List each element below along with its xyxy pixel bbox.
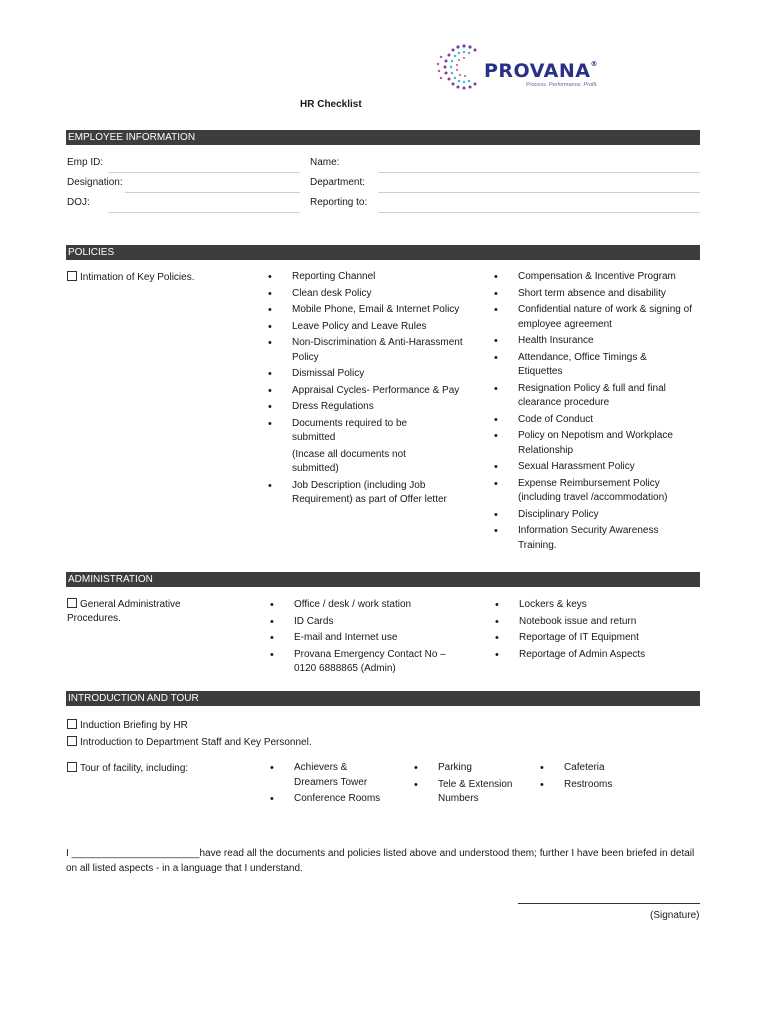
list-item: • Cafeteria	[540, 761, 660, 776]
list-item: • Documents required to be submitted	[268, 417, 412, 446]
list-item: • Dismissal Policy	[268, 367, 468, 382]
list-item: • ID Cards	[270, 615, 460, 630]
department-label: Department:	[310, 177, 366, 188]
list-item: • Parking	[414, 761, 534, 776]
policies-list-2	[494, 270, 700, 555]
section-header-administration: ADMINISTRATION	[66, 572, 700, 587]
list-item: • Clean desk Policy	[268, 287, 468, 302]
reporting-to-label: Reporting to:	[310, 197, 368, 208]
signature-label: (Signature)	[650, 910, 700, 921]
tour-list-3	[540, 761, 660, 794]
administration-checkbox-row[interactable]: General Administrative Procedures.	[67, 599, 181, 624]
section-header-policies: POLICIES	[66, 245, 700, 260]
policies-checkbox-row[interactable]: Intimation of Key Policies.	[67, 271, 195, 283]
list-item: • Sexual Harassment Policy	[494, 460, 700, 475]
list-item: • Appraisal Cycles- Performance & Pay	[268, 384, 468, 399]
list-item: • E-mail and Internet use	[270, 631, 460, 646]
list-item: • Dress Regulations	[268, 400, 468, 415]
list-item: • Policy on Nepotism and Workplace Relationship	[494, 429, 700, 458]
list-item: • Restrooms	[540, 778, 660, 793]
declaration-text: I _______________________have read all the documents and policies listed above and understood them; further I have been briefed in detail on all listed aspects - in a language that I understand.	[66, 848, 695, 874]
list-item: • Attendance, Office Timings & Etiquettes	[494, 351, 668, 380]
list-item: • Compensation & Incentive Program	[494, 270, 700, 285]
doj-label: DOJ:	[67, 197, 90, 208]
page-title: HR Checklist	[300, 99, 362, 110]
name-field[interactable]	[378, 172, 700, 173]
tour-list-1	[270, 761, 400, 809]
administration-list-1	[270, 598, 460, 679]
emp-id-field[interactable]	[108, 172, 300, 173]
emp-id-label: Emp ID:	[67, 157, 104, 168]
induction-checkbox-row[interactable]: Induction Briefing by HR	[67, 719, 188, 731]
checkbox-icon[interactable]	[67, 271, 77, 281]
list-item: • Leave Policy and Leave Rules	[268, 320, 468, 335]
list-item: • Confidential nature of work & signing of employee agreement	[494, 303, 700, 332]
list-item: • Short term absence and disability	[494, 287, 700, 302]
tour-list-2	[414, 761, 534, 809]
list-item: • Disciplinary Policy	[494, 508, 700, 523]
list-item: • Mobile Phone, Email & Internet Policy	[268, 303, 468, 318]
list-item: • Tele & Extension Numbers	[414, 778, 528, 807]
list-item: • Achievers & Dreamers Tower	[270, 761, 374, 790]
list-item: • Information Security Awareness Training.	[494, 524, 688, 553]
policies-list-1	[268, 270, 468, 510]
provana-logo	[434, 38, 634, 98]
list-item: • Lockers & keys	[495, 598, 700, 613]
list-item: • Reportage of Admin Aspects	[495, 648, 700, 663]
section-header-employee-information: EMPLOYEE INFORMATION	[66, 130, 700, 145]
list-item: • Office / desk / work station	[270, 598, 460, 613]
checkbox-icon[interactable]	[67, 719, 77, 729]
name-label: Name:	[310, 157, 340, 168]
doj-field[interactable]	[108, 212, 300, 213]
administration-list-2	[495, 598, 700, 664]
list-item: • Resignation Policy & full and final clearance procedure	[494, 382, 700, 411]
list-item: • Notebook issue and return	[495, 615, 700, 630]
designation-label: Designation:	[67, 177, 123, 188]
list-item: • Expense Reimbursement Policy (including travel /accommodation)	[494, 477, 690, 506]
tour-checkbox-row[interactable]: Tour of facility, including:	[67, 762, 188, 774]
list-item: • Job Description (including Job Requirement) as part of Offer letter	[268, 479, 468, 508]
checkbox-icon[interactable]	[67, 736, 77, 746]
signature-line[interactable]	[518, 903, 700, 904]
list-item: • Reportage of IT Equipment	[495, 631, 700, 646]
checkbox-icon[interactable]	[67, 598, 77, 608]
introduction-checkbox-row[interactable]: Introduction to Department Staff and Key Personnel.	[67, 736, 312, 748]
list-item: • Health Insurance	[494, 334, 700, 349]
list-item: • Conference Rooms	[270, 792, 400, 807]
list-item: • Code of Conduct	[494, 413, 700, 428]
list-item: • Provana Emergency Contact No – 0120 6888865 (Admin)	[270, 648, 459, 677]
list-item: • Non-Discrimination & Anti-Harassment Policy	[268, 336, 468, 365]
logo-tagline: Process. Performance. Profit.	[526, 82, 598, 88]
list-item: • Reporting Channel	[268, 270, 468, 285]
designation-field[interactable]	[125, 192, 300, 193]
checkbox-icon[interactable]	[67, 762, 77, 772]
logo-wordmark: PROVANA®	[484, 60, 598, 82]
reporting-to-field[interactable]	[378, 212, 700, 213]
list-item-note: (Incase all documents not submitted)	[292, 448, 406, 474]
department-field[interactable]	[378, 192, 700, 193]
section-header-introduction-and-tour: INTRODUCTION AND TOUR	[66, 691, 700, 706]
